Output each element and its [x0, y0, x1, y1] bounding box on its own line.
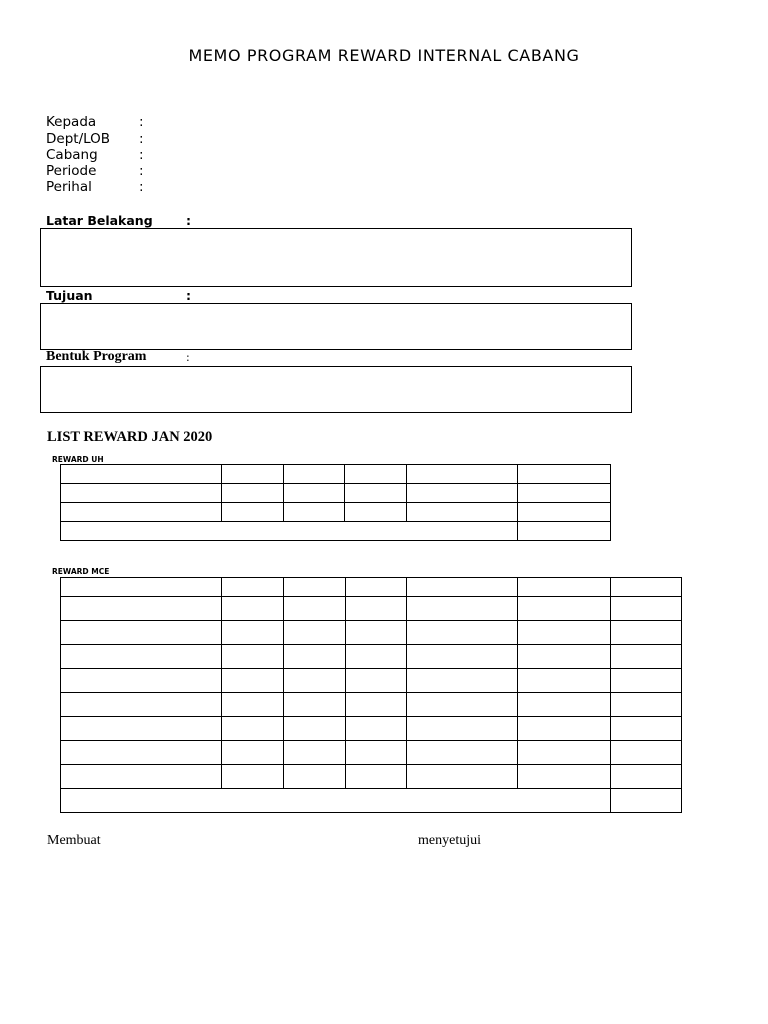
table-cell[interactable] [345, 484, 407, 503]
table-cell[interactable] [221, 645, 283, 669]
table-cell[interactable] [407, 503, 518, 522]
table-cell[interactable] [407, 741, 518, 765]
memo-title: MEMO PROGRAM REWARD INTERNAL CABANG [188, 46, 580, 65]
table-cell[interactable] [221, 669, 283, 693]
signature-membuat: Membuat [47, 833, 101, 848]
table-cell[interactable] [518, 717, 611, 741]
table-cell[interactable] [221, 693, 283, 717]
table-row [61, 597, 682, 621]
table-cell[interactable] [518, 484, 611, 503]
table-cell[interactable] [61, 503, 222, 522]
latar-belakang-colon: : [186, 213, 191, 228]
table-cell[interactable] [345, 503, 407, 522]
table-cell[interactable] [518, 503, 611, 522]
table-cell[interactable] [61, 765, 222, 789]
table-cell[interactable] [283, 741, 345, 765]
table-cell[interactable] [345, 578, 407, 597]
table-cell[interactable] [611, 578, 682, 597]
table-cell[interactable] [283, 484, 345, 503]
table-cell[interactable] [345, 717, 407, 741]
table-row [61, 578, 682, 597]
table-row [61, 645, 682, 669]
table-row [61, 669, 682, 693]
field-perihal-label: Perihal [46, 179, 92, 195]
table-cell[interactable] [407, 621, 518, 645]
field-periode-colon: : [139, 163, 144, 179]
table-cell[interactable] [407, 693, 518, 717]
table-cell[interactable] [407, 578, 518, 597]
reward-uh-table [60, 464, 611, 541]
signature-menyetujui: menyetujui [418, 833, 481, 848]
table-row [61, 765, 682, 789]
table-cell[interactable] [407, 717, 518, 741]
table-cell[interactable] [518, 465, 611, 484]
table-cell[interactable] [61, 465, 222, 484]
table-cell[interactable] [283, 693, 345, 717]
reward-uh-label: REWARD UH [52, 455, 104, 464]
bentuk-program-box[interactable] [40, 366, 632, 413]
table-cell[interactable] [283, 621, 345, 645]
table-cell[interactable] [221, 484, 283, 503]
table-cell[interactable] [61, 645, 222, 669]
table-cell[interactable] [283, 765, 345, 789]
table-cell[interactable] [518, 645, 611, 669]
table-cell[interactable] [221, 741, 283, 765]
table-cell[interactable] [611, 669, 682, 693]
table-cell[interactable] [611, 717, 682, 741]
table-cell[interactable] [61, 669, 222, 693]
table-cell[interactable] [518, 578, 611, 597]
table-row [61, 621, 682, 645]
field-kepada-colon: : [139, 114, 144, 130]
table-cell[interactable] [345, 669, 407, 693]
table-cell[interactable] [518, 669, 611, 693]
table-cell[interactable] [518, 741, 611, 765]
table-cell[interactable] [611, 645, 682, 669]
table-row [61, 717, 682, 741]
table-cell[interactable] [61, 693, 222, 717]
table-cell[interactable] [345, 693, 407, 717]
table-cell[interactable] [345, 741, 407, 765]
table-cell[interactable] [61, 741, 222, 765]
total-row [61, 789, 682, 813]
list-reward-title: LIST REWARD JAN 2020 [47, 429, 213, 445]
table-row [61, 503, 611, 522]
reward-mce-label: REWARD MCE [52, 567, 110, 576]
table-cell[interactable] [283, 597, 345, 621]
table-cell[interactable] [611, 765, 682, 789]
table-cell[interactable] [611, 597, 682, 621]
table-cell[interactable] [61, 578, 222, 597]
table-row [61, 741, 682, 765]
tujuan-label: Tujuan [46, 288, 93, 303]
table-cell[interactable] [407, 765, 518, 789]
total-value-cell[interactable] [611, 789, 682, 813]
table-cell[interactable] [283, 503, 345, 522]
field-cabang-label: Cabang [46, 147, 98, 163]
total-value-cell[interactable] [518, 522, 611, 541]
bentuk-program-label: Bentuk Program [46, 349, 147, 364]
table-cell[interactable] [283, 669, 345, 693]
table-cell[interactable] [221, 621, 283, 645]
table-row [61, 693, 682, 717]
total-row [61, 522, 611, 541]
tujuan-box[interactable] [40, 303, 632, 350]
table-cell[interactable] [518, 765, 611, 789]
table-cell[interactable] [518, 693, 611, 717]
table-cell[interactable] [611, 741, 682, 765]
table-cell[interactable] [518, 597, 611, 621]
table-cell[interactable] [611, 621, 682, 645]
table-row [61, 465, 611, 484]
table-cell[interactable] [221, 503, 283, 522]
table-cell[interactable] [407, 669, 518, 693]
field-kepada-label: Kepada [46, 114, 97, 130]
table-cell[interactable] [518, 621, 611, 645]
latar-belakang-box[interactable] [40, 228, 632, 287]
field-periode-label: Periode [46, 163, 97, 179]
total-label-cell[interactable] [61, 522, 518, 541]
table-cell[interactable] [407, 465, 518, 484]
field-perihal-colon: : [139, 179, 144, 195]
table-cell[interactable] [611, 693, 682, 717]
field-dept-label: Dept/LOB [46, 131, 111, 147]
table-cell[interactable] [61, 484, 222, 503]
table-cell[interactable] [61, 597, 222, 621]
table-cell[interactable] [407, 484, 518, 503]
table-cell[interactable] [221, 765, 283, 789]
table-cell[interactable] [221, 717, 283, 741]
table-cell[interactable] [283, 645, 345, 669]
field-cabang-colon: : [139, 147, 144, 163]
table-cell[interactable] [345, 645, 407, 669]
table-cell[interactable] [345, 465, 407, 484]
table-cell[interactable] [221, 465, 283, 484]
table-cell[interactable] [345, 597, 407, 621]
tujuan-colon: : [186, 288, 191, 303]
table-cell[interactable] [345, 765, 407, 789]
table-cell[interactable] [221, 578, 283, 597]
table-cell[interactable] [221, 597, 283, 621]
bentuk-program-colon: : [186, 351, 190, 364]
table-row [61, 484, 611, 503]
table-cell[interactable] [407, 645, 518, 669]
latar-belakang-label: Latar Belakang [46, 213, 153, 228]
table-cell[interactable] [407, 597, 518, 621]
reward-mce-table [60, 577, 682, 813]
table-cell[interactable] [61, 621, 222, 645]
table-cell[interactable] [61, 717, 222, 741]
field-dept-colon: : [139, 131, 144, 147]
table-cell[interactable] [283, 717, 345, 741]
table-cell[interactable] [283, 465, 345, 484]
table-cell[interactable] [283, 578, 345, 597]
total-label-cell[interactable] [61, 789, 611, 813]
table-cell[interactable] [345, 621, 407, 645]
